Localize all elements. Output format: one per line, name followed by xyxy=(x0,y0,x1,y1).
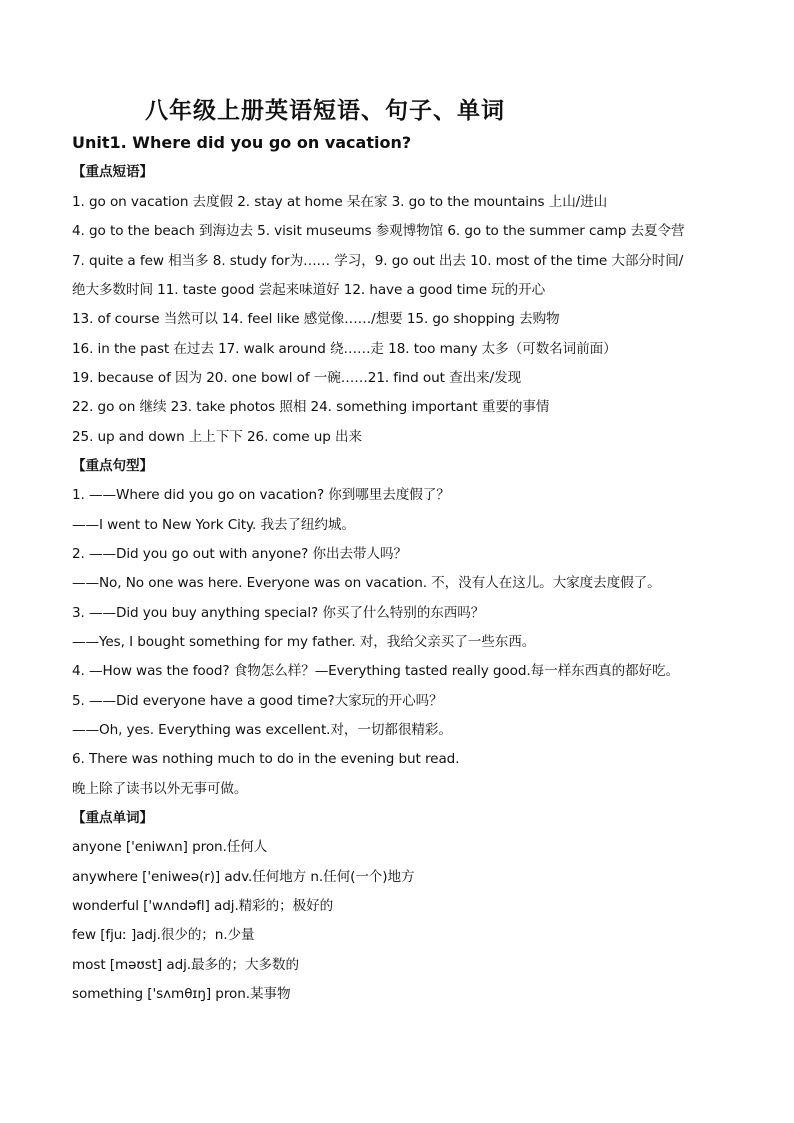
phrase-line: 22. go on 继续 23. take photos 照相 24. something important 重要的事情 xyxy=(72,399,550,415)
sentence-line: 5. ——Did everyone have a good time?大家玩的开心吗？ xyxy=(72,693,443,709)
sentence-line: ——Yes, I bought something for my father. 对，我给父亲买了一些东西。 xyxy=(72,634,536,650)
word-line: most [məʊst] adj.最多的；大多数的 xyxy=(72,957,299,973)
word-line: anyone ['eniwʌn] pron.任何人 xyxy=(72,839,268,855)
phrase-line: 7. quite a few 相当多 8. study for为…… 学习，9. go out 出去 10. most of the time 大部分时间/ xyxy=(72,253,684,269)
sentence-line: 6. There was nothing much to do in the evening but read. xyxy=(72,751,460,767)
phrase-line: 16. in the past 在过去 17. walk around 绕……走 18. too many 太多（可数名词前面） xyxy=(72,341,617,357)
phrase-line: 25. up and down 上上下下 26. come up 出来 xyxy=(72,429,363,445)
sentence-line: ——No, No one was here. Everyone was on vacation. 不，没有人在这儿。大家度去度假了。 xyxy=(72,575,661,591)
word-line: few [fjuː ]adj.很少的；n.少量 xyxy=(72,927,255,943)
phrase-line: 19. because of 因为 20. one bowl of 一碗……21. find out 查出来/发现 xyxy=(72,370,522,386)
phrase-line: 13. of course 当然可以 14. feel like 感觉像……/想要 15. go shopping 去购物 xyxy=(72,311,560,327)
sentence-line: 1. ——Where did you go on vacation? 你到哪里去度假了？ xyxy=(72,487,450,503)
sentence-line: 3. ——Did you buy anything special? 你买了什么特别的东西吗？ xyxy=(72,605,485,621)
word-line: something ['sʌmθɪŋ] pron.某事物 xyxy=(72,986,291,1002)
phrase-line: 1. go on vacation 去度假 2. stay at home 呆在家 3. go to the mountains 上山/进山 xyxy=(72,194,608,210)
sentence-line: 2. ——Did you go out with anyone? 你出去带人吗？ xyxy=(72,546,407,562)
sentence-line: 晚上除了读书以外无事可做。 xyxy=(72,781,248,797)
phrase-line: 绝大多数时间 11. taste good 尝起来味道好 12. have a good time 玩的开心 xyxy=(72,282,546,298)
sentence-line: 4. —How was the food? 食物怎么样？—Everything tasted really good.每一样东西真的都好吃。 xyxy=(72,663,680,679)
unit-heading: Unit1. Where did you go on vacation? xyxy=(72,133,412,152)
section-header-sentences: 【重点句型】 xyxy=(72,458,153,474)
sentence-line: ——Oh, yes. Everything was excellent.对，一切都很精彩。 xyxy=(72,722,452,738)
section-header-words: 【重点单词】 xyxy=(72,810,153,826)
section-header-phrases: 【重点短语】 xyxy=(72,164,153,180)
document-title: 八年级上册英语短语、句子、单词 xyxy=(145,98,505,124)
word-line: wonderful ['wʌndəfl] adj.精彩的；极好的 xyxy=(72,898,334,914)
sentence-line: ——I went to New York City. 我去了纽约城。 xyxy=(72,517,355,533)
phrase-line: 4. go to the beach 到海边去 5. visit museums 参观博物馆 6. go to the summer camp 去夏令营 xyxy=(72,223,685,239)
word-line: anywhere ['eniweə(r)] adv.任何地方 n.任何(一个)地方 xyxy=(72,869,415,885)
